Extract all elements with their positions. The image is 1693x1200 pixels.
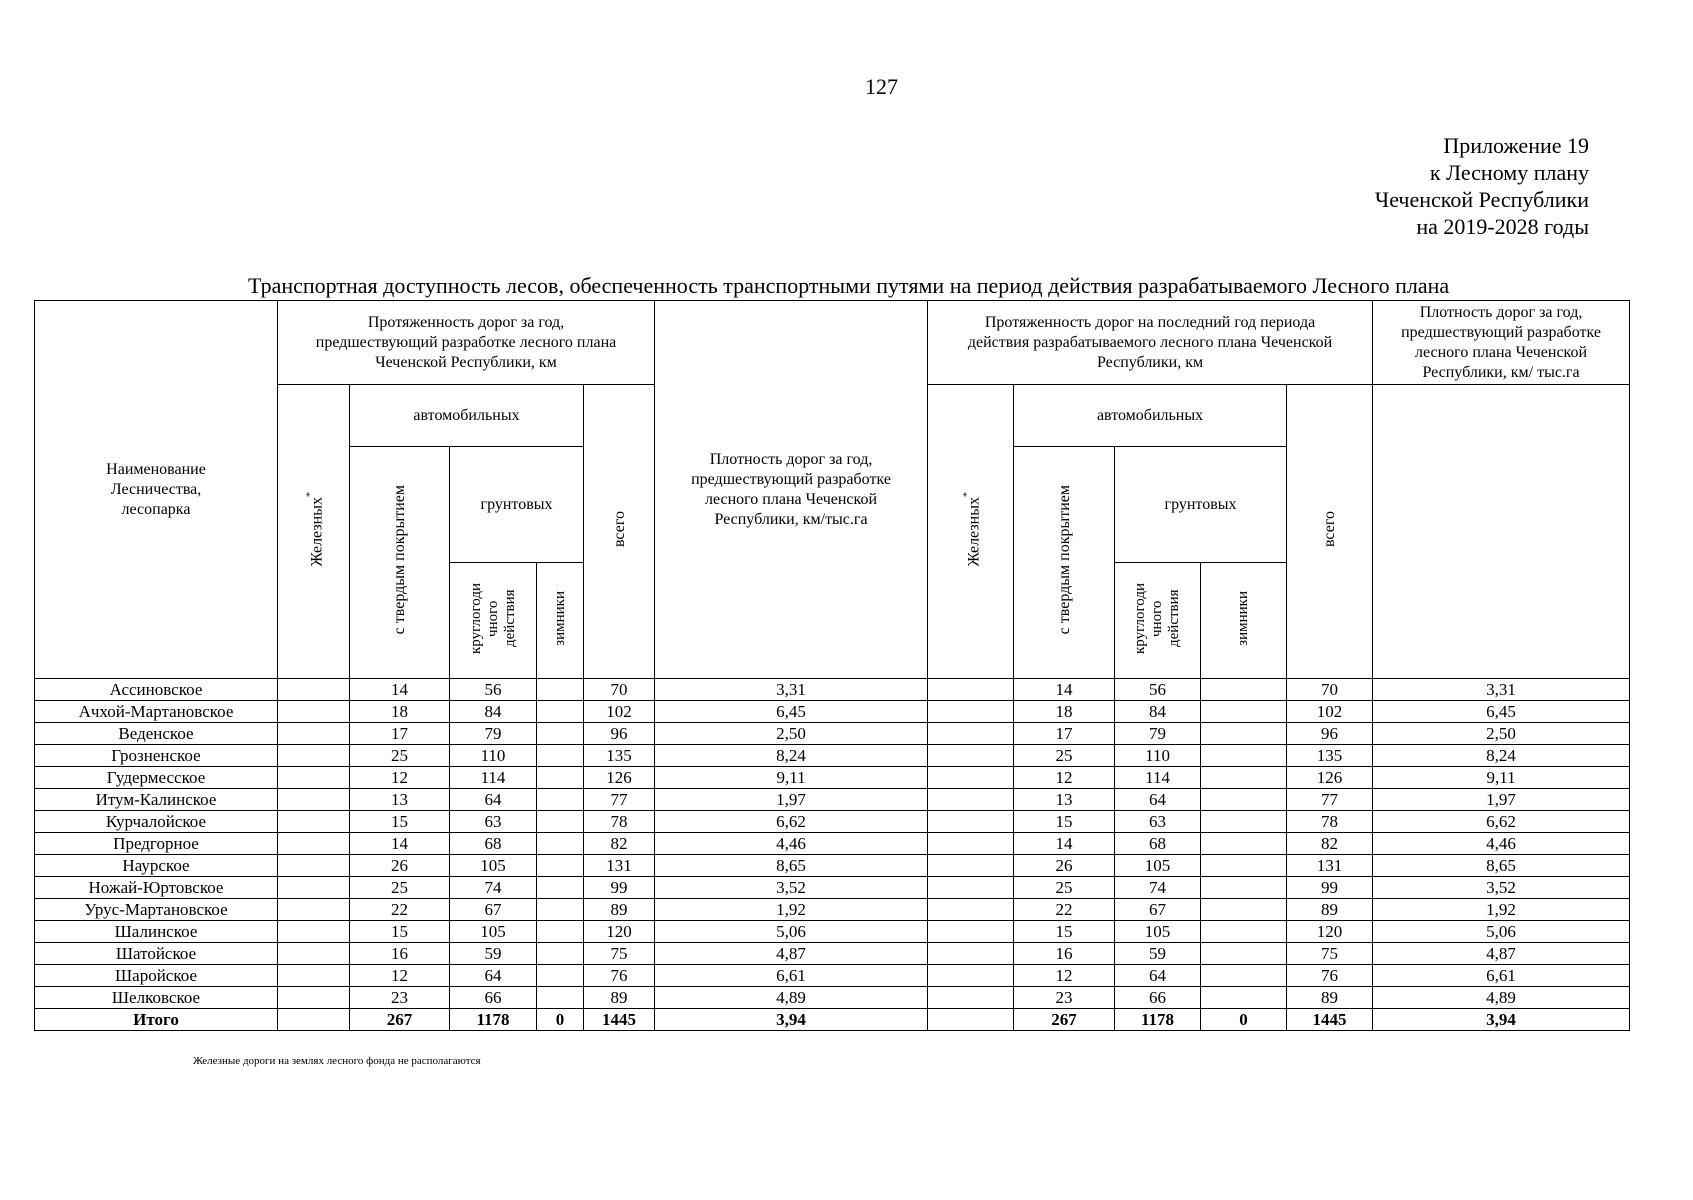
cell-total: 89: [584, 899, 655, 921]
cell-total: 135: [584, 745, 655, 767]
cell-total: 99: [584, 877, 655, 899]
header-density-empty: [1373, 385, 1630, 679]
cell-paved: 25: [350, 745, 450, 767]
cell-allyear2: 105: [1115, 921, 1201, 943]
cell-winter2: [1201, 811, 1287, 833]
cell-density: 8,24: [655, 745, 928, 767]
cell-rail: [278, 833, 350, 855]
cell-name: Урус-Мартановское: [35, 899, 278, 921]
header-winter: зимники: [537, 563, 584, 679]
cell-winter: [537, 943, 584, 965]
cell-total: 78: [584, 811, 655, 833]
cell-total2: 70: [1287, 679, 1373, 701]
cell-paved: 12: [350, 965, 450, 987]
cell-name: Ассиновское: [35, 679, 278, 701]
cell-paved2: 25: [1014, 877, 1115, 899]
cell-name: Гудермесское: [35, 767, 278, 789]
header-rail: Железных*: [278, 385, 350, 679]
cell-paved: 22: [350, 899, 450, 921]
cell-paved: 14: [350, 833, 450, 855]
cell-winter2: [1201, 943, 1287, 965]
cell-total2: 89: [1287, 987, 1373, 1009]
cell-density: 3,31: [655, 679, 928, 701]
cell-density2: 9,11: [1373, 767, 1630, 789]
cell-winter2: [1201, 965, 1287, 987]
cell-paved: 18: [350, 701, 450, 723]
table-row: [35, 789, 1630, 811]
cell-paved2: 18: [1014, 701, 1115, 723]
cell-total: 1445: [584, 1009, 655, 1031]
cell-density: 1,97: [655, 789, 928, 811]
cell-paved: 23: [350, 987, 450, 1009]
cell-density2: 4,87: [1373, 943, 1630, 965]
cell-total2: 76: [1287, 965, 1373, 987]
cell-rail2: [928, 767, 1014, 789]
cell-allyear: 66: [450, 987, 537, 1009]
cell-density: 8,65: [655, 855, 928, 877]
cell-winter2: [1201, 921, 1287, 943]
cell-density: 3,52: [655, 877, 928, 899]
cell-rail2: [928, 855, 1014, 877]
cell-paved2: 25: [1014, 745, 1115, 767]
cell-paved: 17: [350, 723, 450, 745]
cell-allyear: 64: [450, 789, 537, 811]
header-paved: с твердым покрытием: [350, 447, 450, 679]
appendix-line: к Лесному плану: [1429, 160, 1589, 185]
cell-name: Ножай-Юртовское: [35, 877, 278, 899]
table-row-total: [35, 1009, 1630, 1031]
header-auto-2: автомобильных: [1014, 385, 1287, 447]
table-row: [35, 723, 1630, 745]
cell-name: Наурское: [35, 855, 278, 877]
cell-allyear2: 110: [1115, 745, 1201, 767]
cell-density2: 1,92: [1373, 899, 1630, 921]
cell-total2: 131: [1287, 855, 1373, 877]
cell-winter2: [1201, 877, 1287, 899]
header-allyear-2: круглогоди чного действия: [1115, 563, 1201, 679]
cell-allyear: 105: [450, 921, 537, 943]
cell-winter: [537, 899, 584, 921]
cell-density: 4,89: [655, 987, 928, 1009]
cell-total2: 102: [1287, 701, 1373, 723]
cell-total: 126: [584, 767, 655, 789]
cell-total2: 77: [1287, 789, 1373, 811]
cell-name: Шелковское: [35, 987, 278, 1009]
cell-paved2: 22: [1014, 899, 1115, 921]
cell-total: 96: [584, 723, 655, 745]
cell-density: 4,87: [655, 943, 928, 965]
header-rail-2: Железных*: [928, 385, 1014, 679]
cell-rail2: [928, 679, 1014, 701]
appendix-line: Чеченской Республики: [1374, 187, 1589, 212]
cell-rail: [278, 767, 350, 789]
cell-density: 1,92: [655, 899, 928, 921]
cell-density2: 2,50: [1373, 723, 1630, 745]
cell-total: 89: [584, 987, 655, 1009]
header-total-2: всего: [1287, 385, 1373, 679]
cell-paved2: 13: [1014, 789, 1115, 811]
cell-rail: [278, 921, 350, 943]
cell-total2: 75: [1287, 943, 1373, 965]
cell-allyear: 74: [450, 877, 537, 899]
cell-paved: 25: [350, 877, 450, 899]
cell-winter: [537, 745, 584, 767]
cell-rail: [278, 811, 350, 833]
cell-density: 4,46: [655, 833, 928, 855]
cell-name: Курчалойское: [35, 811, 278, 833]
cell-rail2: [928, 811, 1014, 833]
cell-winter: [537, 855, 584, 877]
table-row: [35, 833, 1630, 855]
cell-total2: 82: [1287, 833, 1373, 855]
cell-rail: [278, 701, 350, 723]
cell-allyear2: 105: [1115, 855, 1201, 877]
cell-total: 102: [584, 701, 655, 723]
cell-name: Веденское: [35, 723, 278, 745]
cell-rail: [278, 679, 350, 701]
cell-total: 120: [584, 921, 655, 943]
cell-paved2: 15: [1014, 811, 1115, 833]
cell-density2: 3,94: [1373, 1009, 1630, 1031]
cell-allyear2: 68: [1115, 833, 1201, 855]
cell-rail: [278, 965, 350, 987]
cell-paved2: 267: [1014, 1009, 1115, 1031]
cell-total: 77: [584, 789, 655, 811]
header-group-last: Протяженность дорог на последний год периода действия разрабатываемого лесного плана Чеченской Республики, км: [928, 301, 1373, 385]
cell-rail2: [928, 987, 1014, 1009]
cell-paved: 16: [350, 943, 450, 965]
cell-rail2: [928, 965, 1014, 987]
cell-paved: 15: [350, 921, 450, 943]
cell-rail2: [928, 723, 1014, 745]
roads-table: [34, 300, 1630, 1031]
cell-total2: 99: [1287, 877, 1373, 899]
cell-density2: 6,61: [1373, 965, 1630, 987]
cell-allyear2: 59: [1115, 943, 1201, 965]
cell-rail: [278, 987, 350, 1009]
cell-rail2: [928, 921, 1014, 943]
header-total: всего: [584, 385, 655, 679]
cell-winter2: [1201, 789, 1287, 811]
cell-allyear2: 74: [1115, 877, 1201, 899]
header-paved-2: с твердым покрытием: [1014, 447, 1115, 679]
cell-paved: 15: [350, 811, 450, 833]
cell-rail: [278, 1009, 350, 1031]
header-density-prev: Плотность дорог за год, предшествующий разработке лесного плана Чеченской Республики, км/тыс.га: [655, 301, 928, 679]
cell-total2: 126: [1287, 767, 1373, 789]
table-row: [35, 767, 1630, 789]
cell-total2: 96: [1287, 723, 1373, 745]
cell-total2: 120: [1287, 921, 1373, 943]
cell-total: 75: [584, 943, 655, 965]
cell-density2: 8,65: [1373, 855, 1630, 877]
cell-paved2: 14: [1014, 679, 1115, 701]
cell-winter: [537, 701, 584, 723]
cell-paved2: 12: [1014, 767, 1115, 789]
cell-allyear: 68: [450, 833, 537, 855]
cell-allyear: 114: [450, 767, 537, 789]
cell-density2: 3,31: [1373, 679, 1630, 701]
cell-paved2: 16: [1014, 943, 1115, 965]
cell-paved2: 14: [1014, 833, 1115, 855]
cell-rail: [278, 943, 350, 965]
cell-total: 82: [584, 833, 655, 855]
cell-paved2: 26: [1014, 855, 1115, 877]
cell-allyear: 56: [450, 679, 537, 701]
document-title: Транспортная доступность лесов, обеспеченность транспортными путями на период действия разрабатываемого Лесного плана: [248, 273, 1450, 298]
cell-allyear2: 56: [1115, 679, 1201, 701]
cell-total2: 89: [1287, 899, 1373, 921]
table-row: [35, 679, 1630, 701]
cell-rail: [278, 723, 350, 745]
cell-allyear2: 63: [1115, 811, 1201, 833]
cell-density: 5,06: [655, 921, 928, 943]
cell-density2: 4,46: [1373, 833, 1630, 855]
cell-winter2: [1201, 899, 1287, 921]
cell-winter2: [1201, 987, 1287, 1009]
page-number: 127: [865, 74, 898, 99]
table-row: [35, 943, 1630, 965]
cell-rail2: [928, 877, 1014, 899]
cell-name: Шалинское: [35, 921, 278, 943]
table-body: [35, 679, 1630, 1031]
cell-density2: 4,89: [1373, 987, 1630, 1009]
cell-winter: [537, 789, 584, 811]
cell-winter: [537, 987, 584, 1009]
cell-winter2: [1201, 679, 1287, 701]
cell-total2: 135: [1287, 745, 1373, 767]
cell-rail2: [928, 745, 1014, 767]
cell-winter2: [1201, 855, 1287, 877]
cell-rail: [278, 855, 350, 877]
cell-rail2: [928, 701, 1014, 723]
cell-density: 6,61: [655, 965, 928, 987]
cell-name: Предгорное: [35, 833, 278, 855]
cell-paved: 267: [350, 1009, 450, 1031]
header-dirt: грунтовых: [450, 447, 584, 563]
table-row: [35, 811, 1630, 833]
cell-density2: 5,06: [1373, 921, 1630, 943]
cell-winter: [537, 679, 584, 701]
cell-allyear2: 64: [1115, 789, 1201, 811]
table-row: [35, 899, 1630, 921]
cell-name: Ачхой-Мартановское: [35, 701, 278, 723]
cell-paved2: 15: [1014, 921, 1115, 943]
cell-allyear: 1178: [450, 1009, 537, 1031]
cell-total2: 1445: [1287, 1009, 1373, 1031]
cell-winter2: 0: [1201, 1009, 1287, 1031]
cell-density2: 6,62: [1373, 811, 1630, 833]
header-allyear: круглогоди чного действия: [450, 563, 537, 679]
cell-density: 3,94: [655, 1009, 928, 1031]
cell-allyear: 84: [450, 701, 537, 723]
cell-total: 70: [584, 679, 655, 701]
cell-rail2: [928, 899, 1014, 921]
cell-allyear2: 114: [1115, 767, 1201, 789]
cell-paved: 13: [350, 789, 450, 811]
cell-rail2: [928, 943, 1014, 965]
cell-density: 6,45: [655, 701, 928, 723]
cell-rail2: [928, 789, 1014, 811]
cell-paved: 14: [350, 679, 450, 701]
appendix-note: [1375, 132, 1589, 240]
table-row: [35, 877, 1630, 899]
cell-name: Шатойское: [35, 943, 278, 965]
cell-rail: [278, 789, 350, 811]
cell-density2: 6,45: [1373, 701, 1630, 723]
header-dirt-2: грунтовых: [1115, 447, 1287, 563]
cell-allyear2: 79: [1115, 723, 1201, 745]
cell-winter2: [1201, 723, 1287, 745]
cell-allyear2: 84: [1115, 701, 1201, 723]
cell-allyear: 110: [450, 745, 537, 767]
table-row: [35, 701, 1630, 723]
cell-rail2: [928, 833, 1014, 855]
cell-allyear2: 67: [1115, 899, 1201, 921]
cell-paved2: 17: [1014, 723, 1115, 745]
cell-winter2: [1201, 833, 1287, 855]
table-row: [35, 921, 1630, 943]
cell-allyear: 105: [450, 855, 537, 877]
cell-rail: [278, 877, 350, 899]
cell-rail: [278, 745, 350, 767]
cell-winter: [537, 833, 584, 855]
cell-paved2: 12: [1014, 965, 1115, 987]
cell-winter: [537, 921, 584, 943]
table-row: [35, 745, 1630, 767]
cell-allyear: 63: [450, 811, 537, 833]
header-name: Наименование Лесничества, лесопарка: [35, 301, 278, 679]
cell-paved: 12: [350, 767, 450, 789]
cell-rail2: [928, 1009, 1014, 1031]
cell-allyear: 79: [450, 723, 537, 745]
footnote: Железные дороги на землях лесного фонда не располагаются: [193, 1055, 481, 1067]
cell-winter: [537, 811, 584, 833]
header-density-last: Плотность дорог за год, предшествующий разработке лесного плана Чеченской Республики, км/ тыс.га: [1373, 301, 1630, 385]
cell-allyear2: 66: [1115, 987, 1201, 1009]
cell-density: 2,50: [655, 723, 928, 745]
cell-winter: [537, 877, 584, 899]
cell-allyear2: 1178: [1115, 1009, 1201, 1031]
header-group-prev: Протяженность дорог за год, предшествующий разработке лесного плана Чеченской Республики, км: [278, 301, 655, 385]
header-winter-2: зимники: [1201, 563, 1287, 679]
cell-name: Грозненское: [35, 745, 278, 767]
cell-name: Шаройское: [35, 965, 278, 987]
cell-density2: 8,24: [1373, 745, 1630, 767]
cell-density2: 3,52: [1373, 877, 1630, 899]
cell-allyear2: 64: [1115, 965, 1201, 987]
appendix-line: Приложение 19: [1443, 133, 1589, 158]
table-row: [35, 965, 1630, 987]
cell-allyear: 59: [450, 943, 537, 965]
cell-total2: 78: [1287, 811, 1373, 833]
cell-winter: 0: [537, 1009, 584, 1031]
cell-density2: 1,97: [1373, 789, 1630, 811]
header-auto: автомобильных: [350, 385, 584, 447]
cell-density: 6,62: [655, 811, 928, 833]
cell-rail: [278, 899, 350, 921]
cell-total: 76: [584, 965, 655, 987]
cell-winter: [537, 965, 584, 987]
cell-density: 9,11: [655, 767, 928, 789]
table-row: [35, 987, 1630, 1009]
appendix-line: на 2019-2028 годы: [1416, 214, 1589, 239]
cell-allyear: 64: [450, 965, 537, 987]
cell-winter2: [1201, 767, 1287, 789]
cell-winter: [537, 723, 584, 745]
cell-winter: [537, 767, 584, 789]
table-row: [35, 855, 1630, 877]
cell-name: Итого: [35, 1009, 278, 1031]
cell-name: Итум-Калинское: [35, 789, 278, 811]
cell-total: 131: [584, 855, 655, 877]
cell-allyear: 67: [450, 899, 537, 921]
cell-winter2: [1201, 745, 1287, 767]
cell-winter2: [1201, 701, 1287, 723]
cell-paved: 26: [350, 855, 450, 877]
cell-paved2: 23: [1014, 987, 1115, 1009]
